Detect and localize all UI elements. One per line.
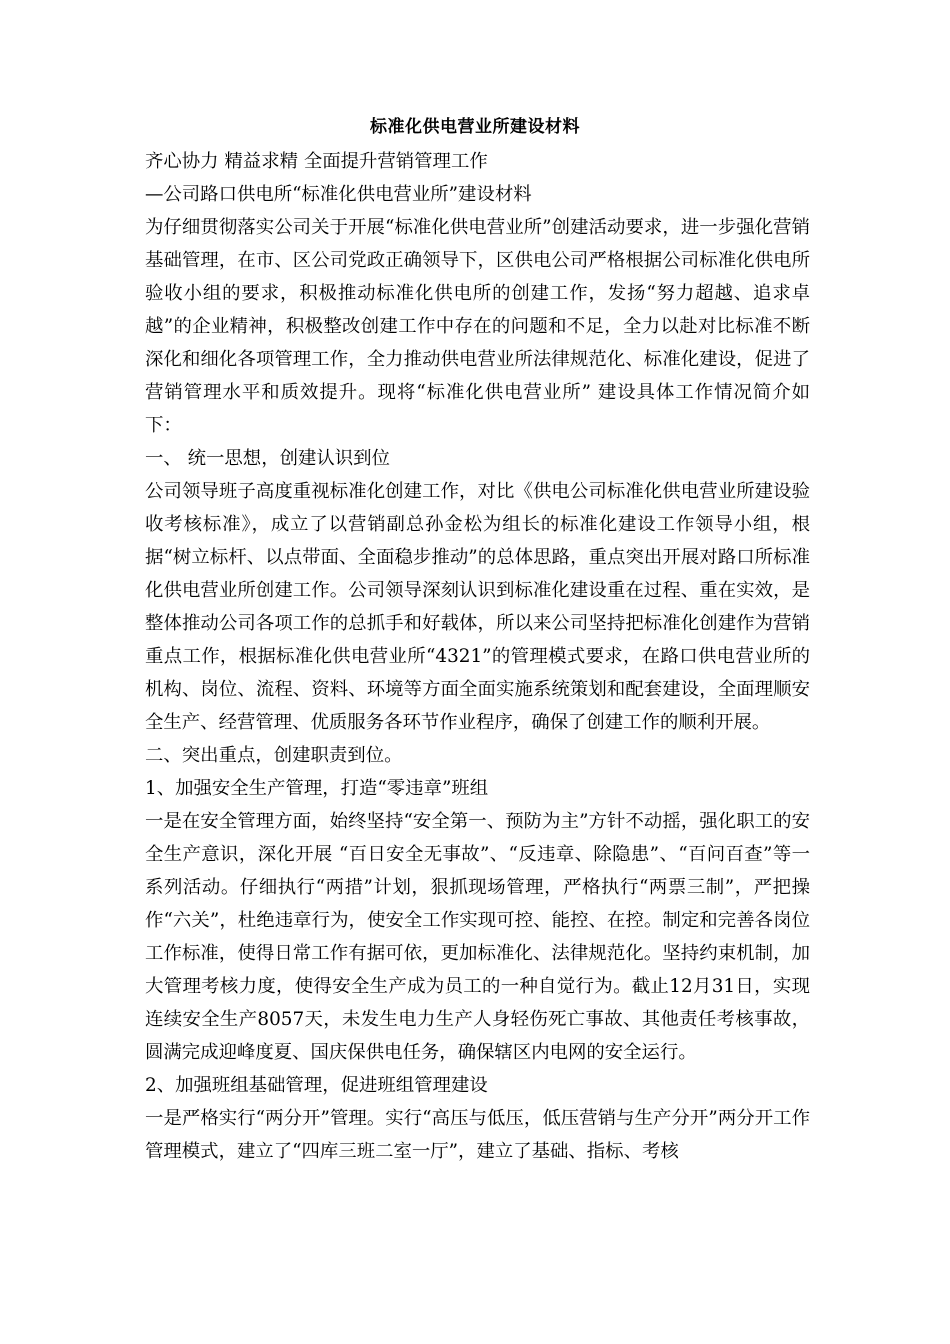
subsection-heading-1: 1、加强安全生产管理，打造“零违章”班组 [145,778,489,799]
section-1-paragraph: 公司领导班子高度重视标准化创建工作，对比《供电公司标准化供电营业所建设验收考核标准》，成立了以营销副总孙金松为组长的标准化建设工作领导小组，根据“树立标杆、以点带面、全面稳步推动”的总体思路，重点突出开展对路口所标准化供电营业所创建工作。公司领导深刻认识到标准化建设重在过程、重在实效，是整体推动公司各项工作的总抓手和好载体，所以来公司坚持把标准化创建作为营销重点工作，根据标准化供电营业所“4321”的管理模式要求，在路口供电营业所的机构、岗位、流程、资料、环境等方面全面实施系统策划和配套建设，全面理顺安全生产、经营管理、优质服务各环节作业程序，确保了创建工作的顺利开展。 [145,481,810,733]
section-heading-1: 一、 统一思想，创建认识到位 [145,448,390,469]
subtitle-slogan: 齐心协力 精益求精 全面提升营销管理工作 [145,151,488,172]
subsection-heading-2: 2、加强班组基础管理，促进班组管理建设 [145,1075,488,1096]
document-title: 标准化供电营业所建设材料 [370,117,580,137]
subtitle-source: —公司路口供电所“标准化供电营业所”建设材料 [145,184,532,205]
subsection-2-paragraph: 一是严格实行“两分开”管理。实行“高压与低压，低压营销与生产分开”两分开工作管理模式，建立了“四库三班二室一厅”，建立了基础、指标、考核 [145,1108,810,1162]
intro-paragraph: 为仔细贯彻落实公司关于开展“标准化供电营业所”创建活动要求，进一步强化营销基础管理，在市、区公司党政正确领导下，区供电公司严格根据公司标准化供电所验收小组的要求，积极推动标准化供电所的创建工作，发扬“努力超越、追求卓越”的企业精神，积极整改创建工作中存在的问题和不足，全力以赴对比标准不断深化和细化各项管理工作，全力推动供电营业所法律规范化、标准化建设，促进了营销管理水平和质效提升。现将“标准化供电营业所” 建设具体工作情况简介如下： [145,217,810,436]
section-heading-2: 二、突出重点，创建职责到位。 [145,745,403,766]
subsection-1-paragraph: 一是在安全管理方面，始终坚持“安全第一、预防为主”方针不动摇，强化职工的安全生产意识，深化开展 “百日安全无事故”、“反违章、除隐患”、“百问百查”等一系列活动。仔细执行“两措”计划，狠抓现场管理，严格执行“两票三制”，严把操作“六关”，杜绝违章行为，使安全工作实现可控、能控、在控。制定和完善各岗位工作标准，使得日常工作有据可依，更加标准化、法律规范化。坚持约束机制，加大管理考核力度，使得安全生产成为员工的一种自觉行为。截止12月31日，实现连续安全生产8057天，未发生电力生产人身轻伤死亡事故、其他责任考核事故，圆满完成迎峰度夏、国庆保供电任务，确保辖区内电网的安全运行。 [145,811,810,1063]
document-body [145,145,810,1168]
